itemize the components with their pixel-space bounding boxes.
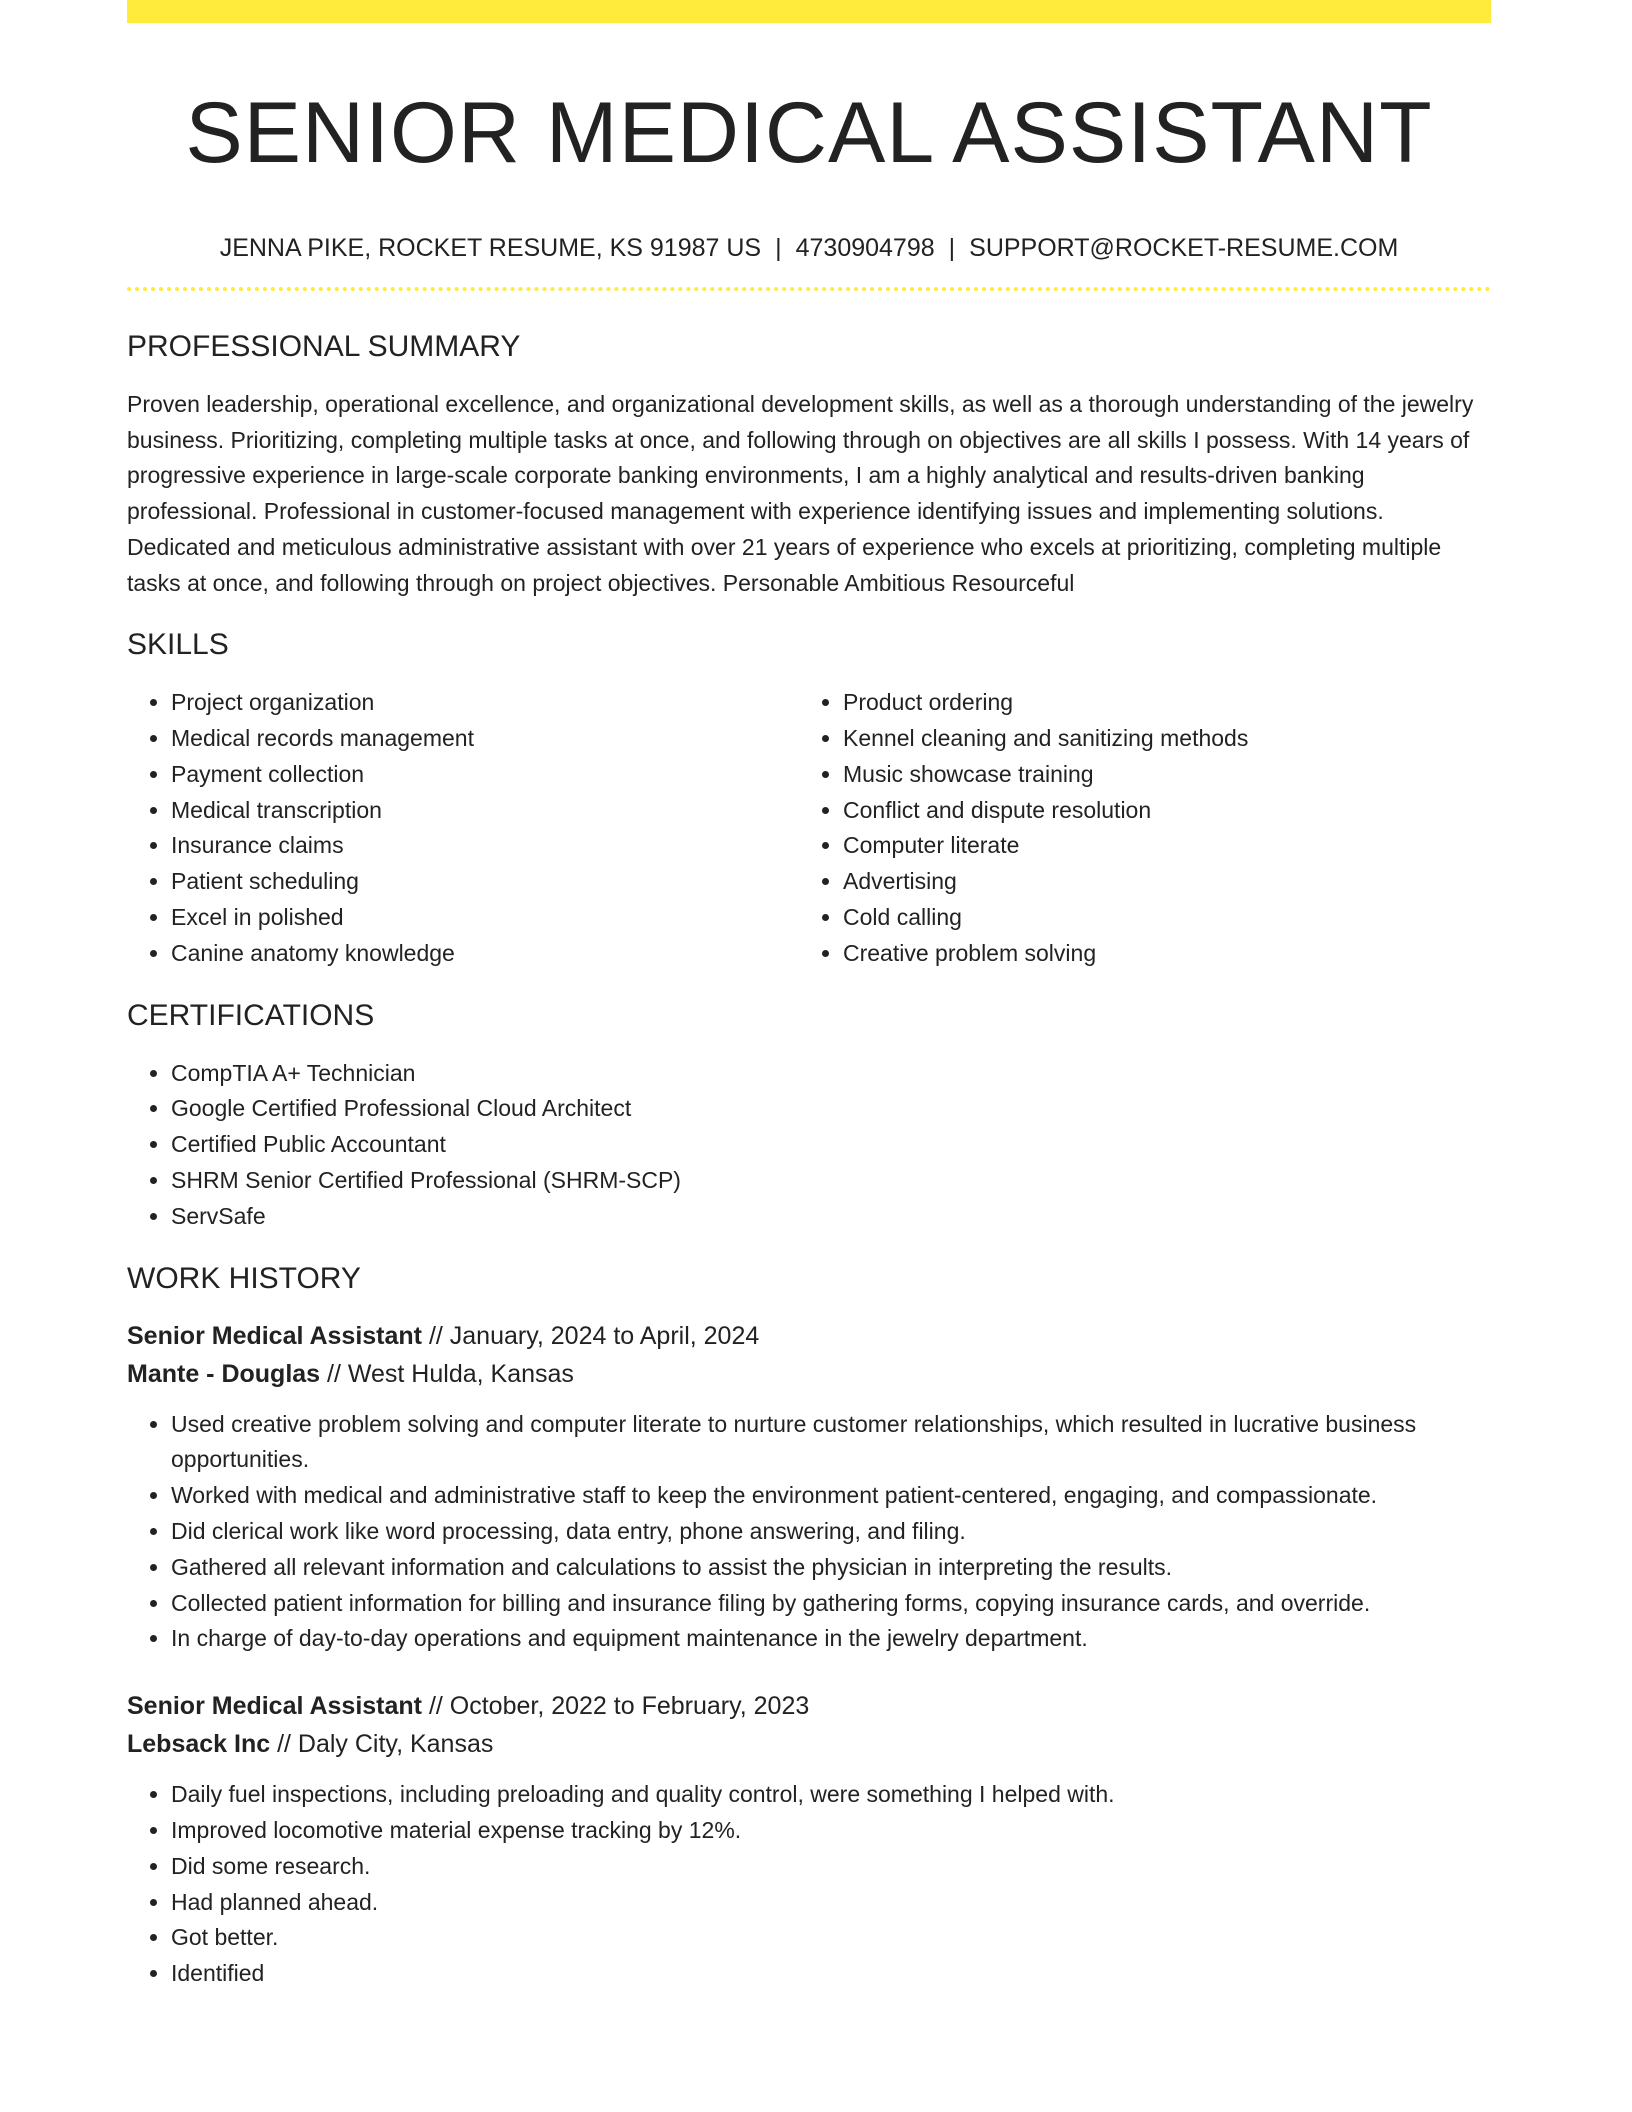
job-bullet: • In charge of day-to-day operations and equipment maintenance in the jewelry department. [171, 1621, 1491, 1657]
certifications-section [127, 998, 1491, 1235]
job-bullet: • Got better. [171, 1920, 1491, 1956]
job-bullet: • Did some research. [171, 1849, 1491, 1885]
skill-item: • Computer literate [843, 828, 1471, 864]
work-history-heading: WORK HISTORY [127, 1261, 361, 1295]
job-title-line [127, 1317, 1491, 1355]
certification-item: • CompTIA A+ Technician [171, 1056, 1491, 1092]
certification-item: • Google Certified Professional Cloud Architect [171, 1091, 1491, 1127]
job-company-line [127, 1725, 1491, 1763]
job-title: Senior Medical Assistant [127, 1321, 422, 1350]
skill-item: • Payment collection [171, 757, 799, 793]
certifications-heading: CERTIFICATIONS [127, 998, 375, 1032]
job-company: Mante - Douglas [127, 1359, 321, 1388]
dotted-divider [127, 287, 1491, 291]
skill-item: • Music showcase training [843, 757, 1471, 793]
job-entry [127, 1687, 1491, 1992]
job-entry [127, 1317, 1491, 1658]
skill-item: • Excel in polished [171, 900, 799, 936]
skill-item: • Canine anatomy knowledge [171, 936, 799, 972]
skill-item: • Product ordering [843, 685, 1471, 721]
certification-item: • Certified Public Accountant [171, 1127, 1491, 1163]
job-dates: // January, 2024 to April, 2024 [422, 1321, 760, 1350]
summary-heading: PROFESSIONAL SUMMARY [127, 330, 521, 363]
skills-heading: SKILLS [127, 628, 229, 662]
resume-page [127, 0, 1491, 1992]
skill-item: • Patient scheduling [171, 864, 799, 900]
job-title-line [127, 1687, 1491, 1725]
contact-address: JENNA PIKE, ROCKET RESUME, KS 91987 US [219, 234, 762, 262]
job-bullet: • Improved locomotive material expense tracking by 12%. [171, 1813, 1491, 1849]
skills-grid [127, 685, 1491, 971]
contact-separator: | [775, 234, 782, 262]
job-bullet: • Did clerical work like word processing, data entry, phone answering, and filing. [171, 1514, 1491, 1550]
skill-item: • Creative problem solving [843, 936, 1471, 972]
job-bullet-list [127, 1777, 1491, 1992]
job-bullet: • Identified [171, 1956, 1491, 1992]
certifications-list [127, 1056, 1491, 1235]
job-bullet: • Gathered all relevant information and calculations to assist the physician in interpreting the results. [171, 1550, 1491, 1586]
skills-list-left [127, 685, 799, 971]
job-dates: // October, 2022 to February, 2023 [422, 1692, 810, 1721]
job-bullet: • Had planned ahead. [171, 1885, 1491, 1921]
summary-section [127, 329, 1491, 601]
job-location: // Daly City, Kansas [270, 1730, 494, 1759]
skills-section [127, 627, 1491, 971]
contact-separator: | [948, 234, 956, 262]
job-title: Senior Medical Assistant [127, 1692, 422, 1721]
contact-phone: 4730904798 [795, 234, 935, 262]
skill-item: • Kennel cleaning and sanitizing methods [843, 721, 1471, 757]
skill-item: • Medical transcription [171, 793, 799, 829]
skill-item: • Cold calling [843, 900, 1471, 936]
job-bullet: • Collected patient information for billing and insurance filing by gathering forms, copying insurance cards, and override. [171, 1586, 1491, 1622]
skill-item: • Project organization [171, 685, 799, 721]
certification-item: • ServSafe [171, 1199, 1491, 1235]
skill-item: • Insurance claims [171, 828, 799, 864]
job-bullet: • Daily fuel inspections, including preloading and quality control, were something I helped with. [171, 1777, 1491, 1813]
work-history-section [127, 1261, 1491, 1992]
skills-list-right [799, 685, 1471, 971]
job-location: // West Hulda, Kansas [320, 1359, 574, 1388]
contact-email: SUPPORT@ROCKET-RESUME.COM [969, 234, 1399, 262]
skills-column-left [127, 685, 799, 971]
skill-item: • Conflict and dispute resolution [843, 793, 1471, 829]
job-bullet: • Worked with medical and administrative staff to keep the environment patient-centered, engaging, and compassionate. [171, 1478, 1491, 1514]
skill-item: • Medical records management [171, 721, 799, 757]
job-company: Lebsack Inc [127, 1730, 271, 1759]
contact-line [127, 233, 1491, 263]
job-bullet: • Used creative problem solving and computer literate to nurture customer relationships, which resulted in lucrative business opportunities. [171, 1407, 1491, 1479]
job-bullet-list [127, 1407, 1491, 1658]
job-company-line [127, 1355, 1491, 1393]
resume-title: SENIOR MEDICAL ASSISTANT [185, 85, 1433, 181]
skill-item: • Advertising [843, 864, 1471, 900]
certification-item: • SHRM Senior Certified Professional (SHRM-SCP) [171, 1163, 1491, 1199]
skills-column-right [799, 685, 1471, 971]
accent-bar [127, 0, 1491, 23]
summary-text: Proven leadership, operational excellence, and organizational development skills, as well as a thorough understanding of the jewelry business. Prioritizing, completing multiple tasks at once, and following through on objectives are all skills I possess. With 14 years of progressive experience in large-scale corporate banking environments, I am a highly analytical and results-driven banking professional. Professional in customer-focused management with experience identifying issues and implementing solutions. Dedicated and meticulous administrative assistant with over 21 years of experience who excels at prioritizing, completing multiple tasks at once, and following through on project objectives. Personable Ambitious Resourceful [127, 391, 1474, 596]
